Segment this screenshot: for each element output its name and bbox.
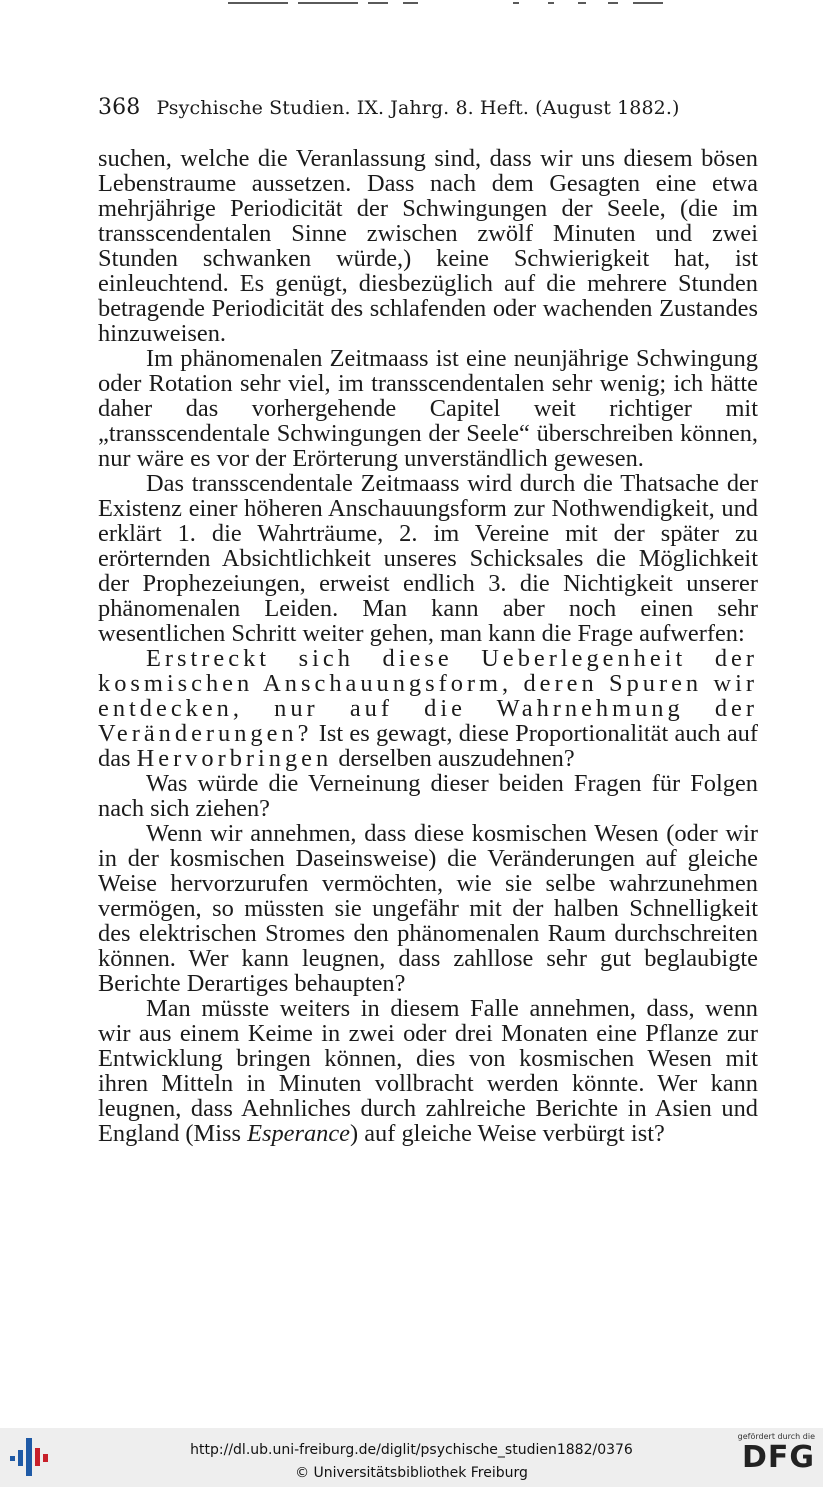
page-number: 368 — [98, 95, 141, 120]
running-header — [98, 96, 758, 120]
paragraph — [98, 821, 758, 996]
paragraph — [98, 771, 758, 821]
text-run: suchen, welche die Veranlassung sind, dass wir uns diesem bösen Lebenstraume aussetzen. Dass nach dem Gesagten eine etwa mehrjährige Periodicität der Schwingungen der Seele, (die im transscendentalen Sinne zwischen zwölf Minuten und zwei Stunden schwanken würde,) keine Schwierigkeit hat, ist einleuchtend. Es genügt, diesbezüglich auf die mehrere Stunden betragende Periodicität des schlafenden oder wachenden Zustandes hinzuweisen. — [98, 145, 758, 347]
page-content — [98, 96, 758, 1146]
copyright-notice: © Universitätsbibliothek Freiburg — [295, 1465, 528, 1481]
emphasized-text: Erstreckt sich diese Ueberlegenheit der kosmischen Anschauungsform, deren Spuren wir entdecken, nur auf die Wahrnehmung der Veränderungen? — [98, 645, 758, 747]
paragraph — [98, 471, 758, 646]
dfg-logo-text: DFG — [741, 1440, 815, 1475]
source-url-link[interactable]: http://dl.ub.uni-freiburg.de/diglit/psychische_studien1882/0376 — [190, 1442, 633, 1458]
text-run: Was würde die Verneinung dieser beiden Fragen für Folgen nach sich ziehen? — [98, 770, 758, 822]
paragraph — [98, 646, 758, 771]
text-run: ) auf gleiche Weise verbürgt ist? — [350, 1120, 665, 1147]
text-run: derselben auszudehnen? — [332, 745, 575, 772]
footer-bar — [0, 1428, 823, 1487]
paragraph — [98, 996, 758, 1146]
dfg-logo — [731, 1432, 815, 1482]
paragraph — [98, 146, 758, 346]
paragraph — [98, 346, 758, 471]
running-title: Psychische Studien. IX. Jahrg. 8. Heft. (August 1882.) — [156, 97, 680, 119]
text-run: Wenn wir annehmen, dass diese kosmischen Wesen (oder wir in der kosmischen Daseinsweise) die Veränderungen auf gleiche Weise hervorzurufen vermöchten, wie sie selbe wahrzunehmen vermögen, so müssten sie ungefähr mit der halben Schnelligkeit des elektrischen Stromes den phänomenalen Raum durchschreiten können. Wer kann leugnen, dass zahllose sehr gut beglaubigte Berichte Derartiges behaupten? — [98, 820, 758, 997]
text-run: Das transscendentale Zeitmaass wird durch die Thatsache der Existenz einer höheren Anschauungsform zur Nothwendigkeit, und erklärt 1. die Wahrträume, 2. im Vereine mit der später zu erörternden Absichtlichkeit unseres Schicksales die Möglichkeit der Prophezeiungen, erweist endlich 3. die Nichtigkeit unserer phänomenalen Leiden. Man kann aber noch einen sehr wesentlichen Schritt weiter gehen, man kann die Frage aufwerfen: — [98, 470, 758, 647]
body-text — [98, 146, 758, 1146]
text-run: Im phänomenalen Zeitmaass ist eine neunjährige Schwingung oder Rotation sehr viel, im transscendentalen sehr wenig; ich hätte daher das vorhergehende Capitel weit richtiger mit „transscendentale Schwingungen der Seele“ überschreiben können, nur wäre es vor der Erörterung unverständlich gewesen. — [98, 345, 758, 472]
scan-edge-marks — [228, 2, 668, 8]
text-run: Man müsste weiters in diesem Falle annehmen, dass, wenn wir aus einem Keime in zwei oder drei Monaten eine Pflanze zur Entwicklung bringen können, dies von kosmischen Wesen mit ihren Mitteln in Minuten vollbracht werden könnte. Wer kann leugnen, dass Aehnliches durch zahlreiche Berichte in Asien und England (Miss — [98, 995, 758, 1147]
text-run: Ist es gewagt, diese Proportionalität auch auf das — [98, 720, 758, 772]
italic-text: Esperance — [247, 1120, 351, 1147]
emphasized-text: Hervorbringen — [136, 745, 333, 772]
dfg-caption: gefördert durch die — [737, 1432, 815, 1441]
